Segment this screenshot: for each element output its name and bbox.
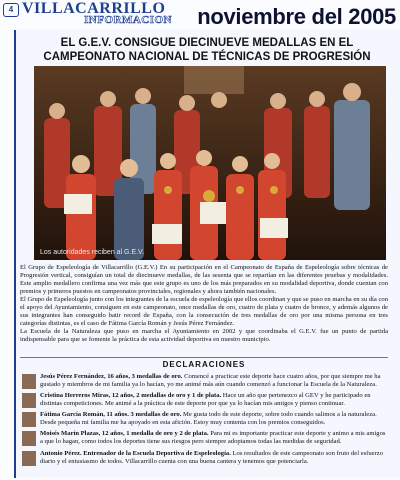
- declaration-name: Jesús Pérez Fernández, 16 años, 3 medallas de oro.: [40, 373, 183, 380]
- paragraph-2: El Grupo de Espeleología junto con los integrantes de la escuela de espeleología que ellos coordinan y que se puso en marcha en su día con el apoyo del Ayuntamiento, consiguen en este campeonato, once medallas de oro, cuatro de plata y cuatro de bronce, y además algunos de sus integrantes han conseguido batir record de España, con la consecución de tres medallas de oro por una misma persona en tres categorías distintas, es el caso de Fátima García Román y Jesús Pérez Fernández.: [20, 296, 388, 327]
- masthead: [0, 0, 400, 28]
- declaration-text: [40, 450, 388, 466]
- declaration-text: [40, 430, 388, 446]
- declaration-quote: Los resultados de este campeonato son fruto del esfuerzo diario y el entusiasmo de todos. Villacarrillo cuenta con una buena cantera y tenemos que potenciarla.: [40, 450, 384, 465]
- declaration-name: Cristina Herreros Miras, 12 años, 2 medallas de oro y 1 de plata.: [40, 392, 222, 399]
- section-title: INFORMACION: [84, 14, 172, 26]
- declaration-item: [20, 430, 388, 448]
- paragraph-3: La Escuela de la Naturaleza que puso en marcha el Ayuntamiento en 2002 y que coordinaba el G.E.V. fue un punto de partida indispensable para que se fomente la práctica de esta actividad deportiva en nuestro municipio.: [20, 328, 388, 343]
- declaration-item: [20, 373, 388, 391]
- photo-caption: Los autoridades reciben al G.E.V.: [40, 249, 145, 256]
- declaration-item: [20, 450, 388, 468]
- headline-line-1: EL G.E.V. CONSIGUE DIECINUEVE MEDALLAS EN EL: [60, 37, 354, 49]
- declaration-text: [40, 392, 388, 408]
- portrait-photo: [22, 374, 36, 389]
- group-photo: [34, 66, 386, 260]
- declaration-name: Fátima García Román, 11 años. 3 medallas de oro.: [40, 411, 182, 418]
- portrait-photo: [22, 431, 36, 446]
- issue-date: noviembre del 2005: [197, 4, 396, 29]
- declaration-name: Antonio Pérez. Entrenador de la Escuela Deportiva de Espeleología.: [40, 450, 231, 457]
- declaration-quote: Para mi es importante practicar este deporte y animo a mis amigos a que lo hagan, como todos los deportes tiene sus riesgos pero siempre adoptamos todas las medidas de seguridad.: [40, 430, 386, 445]
- declaration-name: Moisés Marín Plazas, 12 años, 1 medalla de oro y 2 de plata.: [40, 430, 209, 437]
- declaration-quote: Me gusta todo de este deporte, sobre todo cuando salimos a la naturaleza. Desde pequeña mi familia me ha apoyado en esta afición. Estoy muy contenta con los premios conseguidos.: [40, 411, 377, 426]
- portrait-photo: [22, 393, 36, 408]
- paragraph-1: El Grupo de Espeleología de Villacarrillo (G.E.V.) En su participación en el Campeonato de España de Espeleología sobre técnicas de Progresión vertical, consiguían un total de diecinueve medallas, de las sesenta que se repartían en las diferentes pruebas y modalidades. Este amplio medallero confirma una vez más que este grupo es uno de los más preparados en su modalidad deportiva, donde cuentan con premios y primeros puestos en campeonatos provinciales, regionales y ahora también nacionales.: [20, 264, 388, 295]
- group-photo-illustration: [34, 66, 386, 260]
- declaration-text: [40, 373, 388, 389]
- portrait-photo: [22, 451, 36, 466]
- article-body: [20, 264, 388, 344]
- declaration-quote: Comencé a practicar este deporte hace cuatro años, por que siempre me ha gustado y miembros de mi familia ya lo hacían, yo me animé más aún cuando comenzó a funcionar la Escuela de la Naturaleza.: [40, 373, 381, 388]
- declaration-item: [20, 392, 388, 410]
- declaration-text: [40, 411, 388, 427]
- declarations-title: DECLARACIONES: [20, 357, 388, 369]
- declaration-quote: Hace un año que pertenezco al GEV y he participado en distintas competiciones. Me animé a la práctica de este deporte por que ya lo hacían mis amigos y pienso continuar.: [40, 392, 371, 407]
- article-headline: [24, 36, 390, 64]
- declaration-item: [20, 411, 388, 429]
- town-title: VILLACARRILLO: [22, 0, 166, 17]
- headline-line-2: CAMPEONATO NACIONAL DE TÉCNICAS DE PROGRESIÓN: [43, 51, 371, 63]
- page-number: 4: [3, 3, 19, 17]
- portrait-photo: [22, 412, 36, 427]
